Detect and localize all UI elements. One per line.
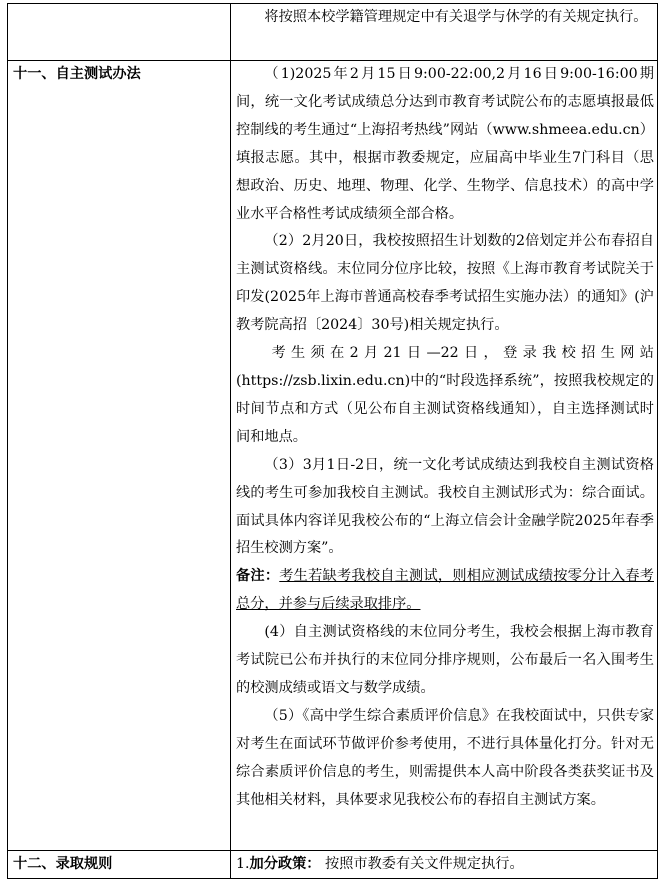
paragraph: （5）《高中学生综合素质评价信息》在我校面试中，只供专家对考生在面试环节做评价参考使用，不进行具体量化打分。针对无综合素质评价信息的考生，则需提供本人高中阶段各类获奖证书及其他相关材料，具体要求见我校公布的春招自主测试方案。 <box>236 707 654 808</box>
table-row <box>8 851 658 879</box>
admission-rules-table <box>7 3 658 879</box>
row-label-empty <box>8 4 231 61</box>
paragraph: (4）自主测试资格线的末位同分考生，我校会根据上海市教育考试院已公布并执行的末位同分排序规则，公布最后一名入围考生的校测成绩或语文与数学成绩。 <box>236 624 654 696</box>
paragraph: （3）3月1日-2日，统一文化考试成绩达到我校自主测试资格线的考生可参加我校自主测试。我校自主测试形式为：综合面试。面试具体内容详见我校公布的“上海立信会计金融学院2025年春季招生校测方案”。 <box>236 456 654 557</box>
item-number: 1. <box>236 856 250 872</box>
row-content <box>231 61 658 851</box>
section-label-self-test: 十一、自主测试办法 <box>8 61 231 851</box>
item-text: 按照市教委有关文件规定执行。 <box>325 856 524 872</box>
section-label-admission-rules: 十二、录取规则 <box>8 851 231 879</box>
paragraph: （2）2月20日，我校按照招生计划数的2倍划定并公布春招自主测试资格线。末位同分位序比较，按照《上海市教育考试院关于印发(2025年上海市普通高校春季考试招生实施办法）的通知》(沪教考院高招〔2024〕30号)相关规定执行。 <box>236 233 654 334</box>
table-row <box>8 4 658 61</box>
table-row <box>8 61 658 851</box>
row-content <box>231 4 658 61</box>
note-text: 考生若缺考我校自主测试，则相应测试成绩按零分计入春考总分，并参与后续录取排序。 <box>236 568 654 613</box>
row-content <box>231 851 658 879</box>
item-label: 加分政策： <box>249 856 321 872</box>
note-label: 备注： <box>236 568 280 585</box>
paragraph: 考生须在2月21日—22日，登录我校招生网站(https://zsb.lixin.edu.cn)中的“时段选择系统”，按照我校规定的时间节点和方式（见公布自主测试资格线通知），自主选择测试时间和地点。 <box>236 345 654 445</box>
paragraph: 将按照本校学籍管理规定中有关退学与休学的有关规定执行。 <box>264 9 648 25</box>
paragraph: （1)2025年2月15日9:00-22:00,2月16日9:00-16:00期间，统一文化考试成绩总分达到市教育考试院公布的志愿填报最低控制线的考生通过“上海招考热线”网站（www.shmeea.edu.cn）填报志愿。其中，根据市教委规定，应届高中毕业生7门科目（思想政治、历史、地理、物理、化学、生物学、信息技术）的高中学业水平合格性考试成绩须全部合格。 <box>236 66 654 222</box>
note-paragraph <box>236 563 654 619</box>
